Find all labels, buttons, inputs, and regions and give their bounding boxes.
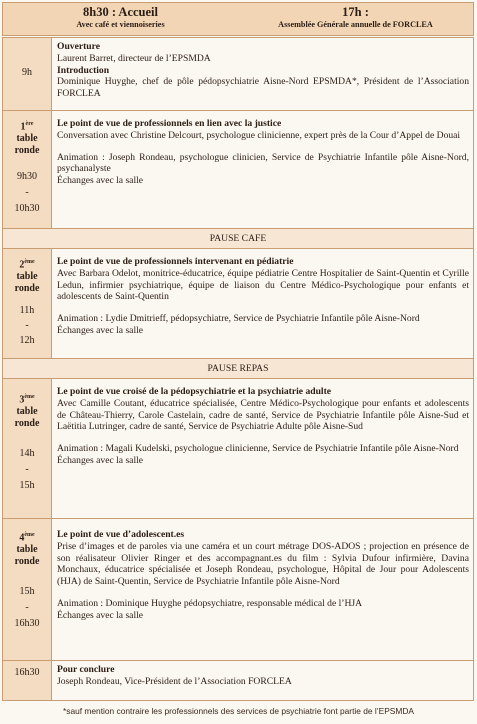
session-dash: - [25, 320, 29, 332]
session-end: 16h30 [14, 618, 40, 630]
session-animation: Animation : Lydie Dmitrieff, pédopsychiatre, Service de Psychiatrie Infantile pôle Aisne-Nord [57, 313, 420, 325]
session-time-cell [3, 249, 52, 358]
session-round-table-1 [2, 111, 474, 229]
introduction-title: Introduction [57, 64, 110, 76]
session-end: 12h [19, 335, 35, 347]
session-content [52, 661, 473, 700]
session-conclusion [2, 661, 474, 701]
session-round-table-3 [2, 379, 474, 519]
session-content [52, 249, 473, 358]
session-animation: Animation : Joseph Rondeau, psychologue clinicien, Service de Psychiatrie Infantile pôle Aisne-Nord, psychanalyste [57, 151, 469, 175]
lunch-break: PAUSE REPAS [2, 359, 474, 379]
coffee-break: PAUSE CAFE [2, 229, 474, 249]
session-exchange: Échanges avec la salle [57, 175, 144, 187]
introduction-speaker: Dominique Huyghe, chef de pôle pédopsychiatrie Aisne-Nord EPSMDA*, Président de l’Association FORCLEA [57, 76, 469, 100]
session-time: 9h [22, 67, 32, 78]
session-start: 11h [19, 305, 35, 317]
assembly-subtitle: Assemblée Générale annuelle de FORCLEA [278, 20, 433, 29]
session-title: Le point de vue de professionnels intervenant en pédiatrie [57, 256, 294, 267]
welcome-time: 8h30 : Accueil [83, 5, 158, 19]
session-content [52, 379, 473, 518]
opening-title: Ouverture [57, 41, 100, 52]
session-animation: Animation : Dominique Huyghe pédopsychiatre, responsable médical de l’HJA [57, 597, 363, 609]
session-title: Le point de vue croisé de la pédopsychiatrie et la psychiatrie adulte [57, 386, 332, 397]
session-time-cell [3, 111, 52, 228]
session-exchange: Échanges avec la salle [57, 609, 144, 621]
opening-speaker: Laurent Barret, directeur de l’EPSMDA [57, 52, 211, 64]
round-table-label: 3ème table ronde [14, 394, 40, 430]
round-table-label: 2ème table ronde [14, 259, 40, 295]
session-round-table-2 [2, 249, 474, 359]
header-bar [2, 2, 474, 36]
session-exchange: Échanges avec la salle [57, 324, 144, 336]
session-content [52, 38, 473, 110]
session-time-cell [3, 519, 52, 660]
session-start: 14h [19, 448, 35, 460]
session-time-cell [3, 38, 52, 110]
round-table-label: 1ère table ronde [14, 121, 40, 157]
session-description: Conversation avec Christine Delcourt, psychologue clinicienne, expert près de la Cour d’Appel de Douai [57, 129, 461, 141]
session-dash: - [25, 187, 29, 199]
session-content [52, 519, 473, 660]
assembly-time: 17h : [342, 5, 369, 19]
footnote: *sauf mention contraire les professionnels des services de psychiatrie font partie de l’EPSMDA [63, 706, 414, 716]
program-table [2, 37, 474, 701]
session-content [52, 111, 473, 228]
session-title: Pour conclure [57, 664, 115, 675]
session-exchange: Échanges avec la salle [57, 454, 144, 466]
session-round-table-4 [2, 519, 474, 661]
session-opening [2, 37, 474, 111]
session-description: Avec Camille Coutant, éducatrice spécialisée, Centre Médico-Psychologique pour enfants et adolescents de Château-Thierry, Carole Castelain, cadre de santé, Service de Psychiatrie Infantile pôle Aisne-Sud et Laëtitia Lutringer, cadre de santé, Service de Psychiatrie Adulte pôle Aisne-Sud [57, 397, 469, 433]
session-description: Prise d’images et de paroles via une caméra et un court métrage DOS-ADOS ; projection en présence de son réalisateur Olivier Ringer et des accompagnant.es du film : Sylvia Dufour infirmière, Davina Monchaux, éducatrice spécialisée et Joseph Rondeau, psychologue, Hôpital de Jour pour Adolescents (HJA) de Saint-Quentin, Service de Psychiatrie Infantile pôle Aisne-Nord [57, 540, 469, 588]
session-time-cell [3, 661, 52, 700]
welcome-cell [3, 3, 238, 35]
welcome-subtitle: Avec café et viennoiseries [76, 20, 165, 29]
session-time: 16h30 [14, 667, 40, 678]
session-end: 10h30 [14, 203, 40, 215]
session-end: 15h [19, 480, 35, 492]
session-description: Joseph Rondeau, Vice-Président de l’Association FORCLEA [57, 675, 292, 687]
session-animation: Animation : Magali Kudelski, psychologue clinicienne, Service de Psychiatrie Infantile pôle Aisne-Nord [57, 443, 459, 455]
round-table-label: 4ème table ronde [14, 532, 40, 568]
session-start: 9h30 [17, 171, 37, 183]
session-start: 15h [19, 586, 35, 598]
session-description: Avec Barbara Odelot, monitrice-éducatrice, équipe pédiatrie Centre Hospitalier de Saint-Quentin et Cyrille Ledun, infirmier psychiatrique, équipe de liaison du Centre Médico-Psychologique pour enfants et adolescents de Saint-Quentin [57, 267, 469, 303]
session-dash: - [25, 602, 29, 614]
assembly-cell [238, 3, 473, 35]
session-title: Le point de vue de professionnels en lien avec la justice [57, 118, 282, 129]
session-time-cell [3, 379, 52, 518]
session-dash: - [25, 464, 29, 476]
session-title: Le point de vue d’adolescent.es [57, 529, 185, 540]
